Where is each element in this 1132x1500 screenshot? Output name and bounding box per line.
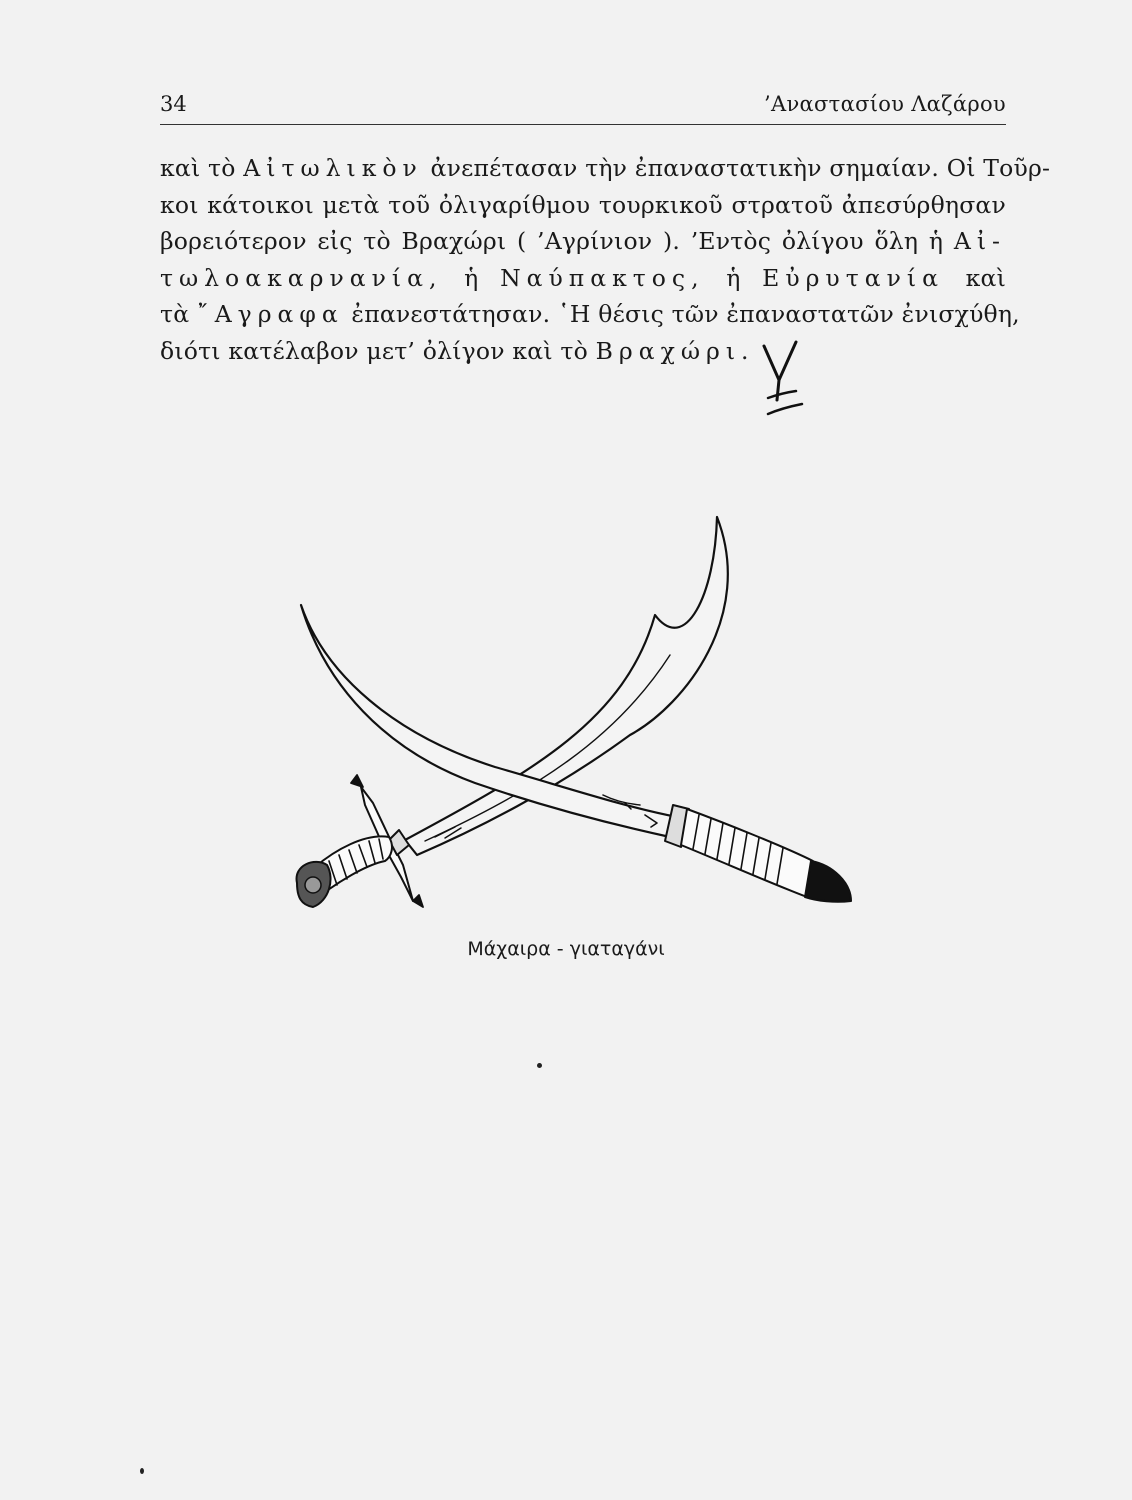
body-line-5: τὰ ῎Αγραφα ἐπανεστάτησαν. ῾Η θέσις τῶν ἐπαναστατῶν ἐνισχύθη, [160, 300, 1020, 328]
spaced-word: Ναύπακτος, [500, 263, 705, 292]
running-head: ’Αναστασίου Λαζάρου [764, 92, 1006, 116]
body-line-6: διότι κατέλαβον μετ’ ὀλίγον καὶ τὸ Βραχώρι. [160, 336, 749, 365]
spaced-word: Εὐρυτανία [762, 263, 944, 292]
sabre-drawing [297, 517, 728, 907]
spaced-word: ῎Αγραφα [196, 300, 344, 328]
spaced-word: Βραχώρι [595, 336, 742, 365]
body-line-3: βορειότερον εἰς τὸ Βραχώρι ( ’Αγρίνιον ). ’Εντὸς ὀλίγου ὅλη ἡ Αἰ- [160, 227, 1006, 255]
crossed-swords-illustration [285, 505, 865, 925]
print-speck [537, 1063, 542, 1068]
handwritten-mark [752, 338, 812, 428]
spaced-word: τωλοακαρνανία, [160, 263, 443, 292]
page-header [160, 88, 1006, 125]
figure-caption: Μάχαιρα - γιαταγάνι [467, 938, 665, 960]
body-line-4: τωλοακαρνανία, ἡ Ναύπακτος, ἡ Εὐρυτανία καὶ [160, 263, 1006, 292]
body-line-1: καὶ τὸ Αἰτωλικὸν ἀνεπέτασαν τὴν ἐπαναστατικὴν σημαίαν. Οἱ Τοῦρ- [160, 154, 1051, 182]
page-number: 34 [160, 92, 187, 116]
print-speck [140, 1468, 144, 1474]
spaced-word: Αἰτωλικὸν [243, 154, 423, 182]
body-paragraph [160, 150, 1051, 369]
body-line-2: κοι κάτοικοι μετὰ τοῦ ὀλιγαρίθμου τουρκικοῦ στρατοῦ ἀπεσύρθησαν [160, 190, 1006, 219]
spaced-word: Αἰ- [953, 227, 1006, 255]
